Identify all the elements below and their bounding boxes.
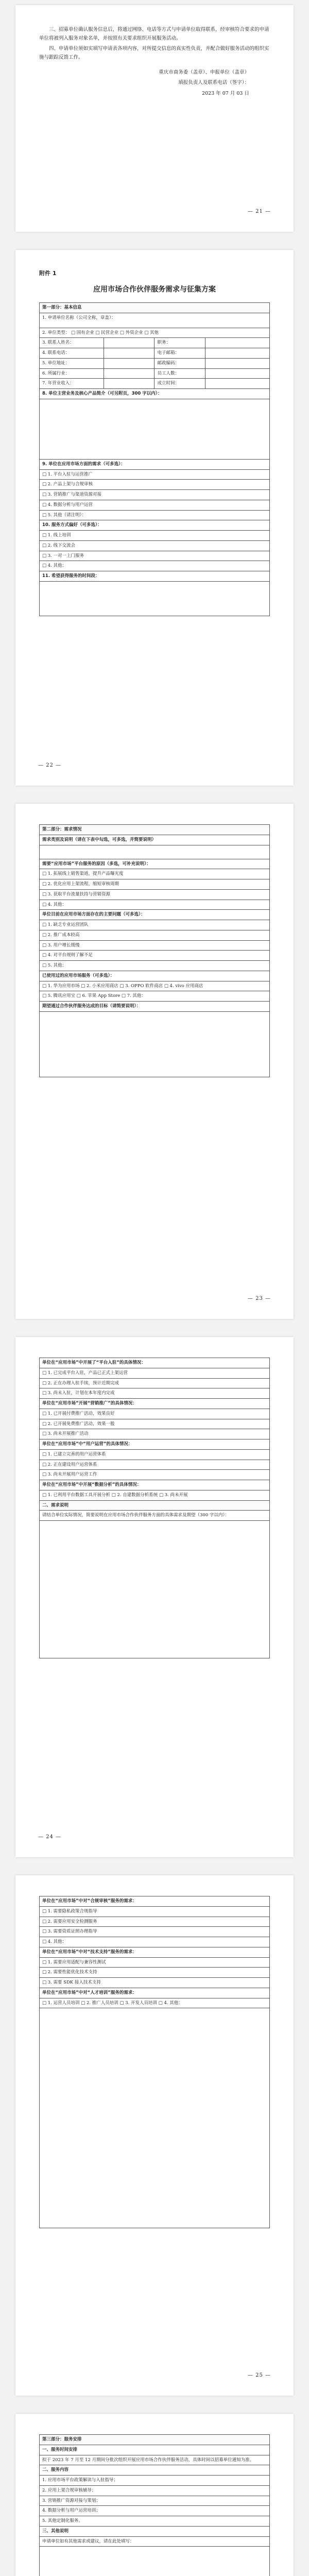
- question-label: 期望通过合作伙伴服务达成的目标（请简要说明）：: [40, 1002, 270, 1012]
- row-value[interactable]: [104, 358, 154, 368]
- checkbox-option[interactable]: □ 2. 优化应用上架流程，缩短审核周期: [40, 879, 270, 890]
- document-page-6: [15, 2414, 294, 2576]
- sign-date: 2023 年 07 月 03 日: [202, 91, 249, 97]
- checkbox-option[interactable]: □ 1. 运营人员培训 □ 2. 推广人员培训 □ 3. 开发人员培训 □ 4. 其他：: [40, 1998, 270, 2008]
- row-label: 5. 单位地址：: [40, 358, 104, 368]
- question-label: 需求类别及说明（请在下表中勾选，可多选，并简要说明）: [40, 835, 270, 845]
- checkbox-option[interactable]: □ 4. 其他：: [40, 900, 270, 910]
- table-row: [40, 358, 270, 368]
- subsection-text: 申请单位如有其他需求或建议，请在此处填写：: [40, 2536, 270, 2547]
- row-label: 员工人数：: [154, 368, 205, 379]
- question-label: 需要“应用市场”平台服务的原因（多选，可补充说明）：: [40, 859, 270, 869]
- business-intro-field[interactable]: [40, 399, 270, 459]
- checkbox-option[interactable]: □ 2. 产品上架与合规审核: [40, 480, 270, 490]
- list-item: 2. 应用上架合规审核辅导；: [40, 2485, 270, 2496]
- document-page-4: [15, 1337, 294, 1857]
- question-label: 单位在“应用市场”中开展了“平台入驻”的具体情况：: [40, 1358, 270, 1368]
- service-arrangement-form: [39, 2434, 270, 2576]
- question-label: 单位在“应用市场”开展“营销推广”的具体情况：: [40, 1399, 270, 1409]
- question-label: 8. 单位主营业务及核心产品简介（可另附页，300 字以内）：: [40, 389, 270, 399]
- question-label: 单位在“应用市场”中开展“数据分析”的具体情况：: [40, 1480, 270, 1490]
- checkbox-option[interactable]: □ 5. 其他：: [40, 961, 270, 971]
- row-label: 职务：: [154, 338, 205, 348]
- signature-block: [39, 67, 270, 100]
- list-item: 4. 数据分析与用户运营培训；: [40, 2506, 270, 2516]
- table-row: [40, 368, 270, 379]
- list-item: 5. 其他定制化服务。: [40, 2516, 270, 2527]
- checkbox-option[interactable]: □ 4. 对平台规则了解不足: [40, 951, 270, 961]
- section-heading: 第一部分：基本信息: [40, 302, 270, 313]
- checkbox-option[interactable]: □ 4. 数据分析与用户运营: [40, 500, 270, 510]
- checkbox-option[interactable]: □ 1. 已完成平台入驻，产品已正式上架运营: [40, 1368, 270, 1378]
- checkbox-option[interactable]: □ 3. 一对一上门服务: [40, 551, 270, 561]
- row-label: 4. 联系电话：: [40, 348, 104, 359]
- checkbox-option[interactable]: □ 2. 需要性能优化技术支持: [40, 1968, 270, 1978]
- paragraph: 三、招募单位确认服务信息后，将通过网络、电话等方式与申请单位取得联系，经审核符合要求的申请单位将被列入服务对象名单，并按照有关要求组织开展服务活动。: [39, 27, 269, 41]
- row-value[interactable]: [104, 368, 154, 379]
- row-value[interactable]: [205, 338, 269, 348]
- page-number: — 21 —: [247, 209, 271, 214]
- checkbox-option[interactable]: □ 4. 其他：: [40, 561, 270, 571]
- checkbox-option[interactable]: □ 3. 尚未入驻，计划在本年度内完成: [40, 1388, 270, 1399]
- section-heading: 第二部分：需求情况: [40, 825, 270, 835]
- other-notes-field[interactable]: [40, 2547, 270, 2576]
- question-label: 11. 希望获得服务的时间段：: [40, 571, 270, 582]
- list-item: 1. 应用市场平台政策解读与入驻指导；: [40, 2476, 270, 2486]
- row-value[interactable]: [104, 379, 154, 389]
- answer-field[interactable]: [40, 845, 270, 859]
- checkbox-option[interactable]: □ 2. 需要应用安全检测服务: [40, 1917, 270, 1927]
- checkbox-option[interactable]: □ 5. 其他（请注明）：: [40, 510, 270, 520]
- checkbox-option[interactable]: □ 1. 缺乏专业运营团队: [40, 920, 270, 930]
- section-heading: 第三部分：服务安排: [40, 2435, 270, 2445]
- checkbox-option[interactable]: □ 1. 线上培训: [40, 531, 270, 541]
- checkbox-option[interactable]: □ 3. 营销推广与渠道资源对接: [40, 490, 270, 500]
- notes-field[interactable]: [40, 2008, 270, 2228]
- checkbox-option[interactable]: □ 4. 其他：: [40, 1937, 270, 1947]
- unit-type-options[interactable]: □ 国有企业 □ 民营企业 □ 外资企业 □ 其他: [71, 330, 159, 335]
- row-value[interactable]: [205, 379, 269, 389]
- paragraph: 四、申请单位须如实填写申请表各项内容，对所提交信息的真实性负责，并配合做好服务活动的组织实施与跟踪反馈工作。: [39, 46, 269, 60]
- row-label: 成立时间：: [154, 379, 205, 389]
- requirements-form: [39, 824, 270, 1077]
- goal-field[interactable]: [40, 1011, 270, 1077]
- annex-label: 附件 1: [39, 270, 57, 277]
- checkbox-option[interactable]: □ 3. 需要资质证照办理指导: [40, 1927, 270, 1937]
- checkbox-option[interactable]: □ 3. 尚未开展用户运营工作: [40, 1470, 270, 1480]
- subsection-heading: 三、其他说明: [40, 2526, 270, 2536]
- checkbox-option[interactable]: □ 3. 尚未开展推广活动: [40, 1429, 270, 1439]
- table-row: [40, 379, 270, 389]
- subsection-heading: 二、服务内容: [40, 2465, 270, 2476]
- checkbox-option[interactable]: □ 1. 拓展线上销售渠道，提升产品曝光度: [40, 869, 270, 879]
- row-label: 7. 年营业收入：: [40, 379, 104, 389]
- page-number: — 24 —: [38, 1834, 62, 1840]
- checkbox-option[interactable]: □ 1. 平台入驻与运营推广: [40, 469, 270, 480]
- question-label: 请结合单位实际情况，简要说明在应用市场合作伙伴服务方面的具体需求及期望（300 字以内）：: [40, 1511, 270, 1521]
- list-item: 3. 营销推广资源对接与策划；: [40, 2496, 270, 2506]
- unit-type-label: 2. 单位类型：: [42, 330, 70, 335]
- question-label: 10. 服务方式偏好（可多选）：: [40, 520, 270, 531]
- sign-unit: 重庆市商务委（盖章）、申报单位（盖章）: [159, 69, 249, 75]
- question-label: 单位在“应用市场”中对“人才培训”服务的需求：: [40, 1988, 270, 1998]
- checkbox-option[interactable]: □ 2. 推广成本较高: [40, 930, 270, 940]
- time-preference-field[interactable]: [40, 581, 270, 616]
- row-label: 邮政编码：: [154, 358, 205, 368]
- status-form: [39, 1358, 270, 1658]
- checkbox-option[interactable]: □ 5. 腾讯应用宝 □ 6. 苹果 App Store □ 7. 其他：: [40, 991, 270, 1002]
- checkbox-option[interactable]: □ 1. 需要应用适配与兼容性测试: [40, 1957, 270, 1968]
- checkbox-option[interactable]: □ 1. 华为应用市场 □ 2. 小米应用商店 □ 3. OPPO 软件商店 □ 4. vivo 应用商店: [40, 981, 270, 991]
- row-value[interactable]: [205, 348, 269, 359]
- document-page-1: [15, 5, 294, 232]
- checkbox-option[interactable]: □ 1. 已建立完善的用户运营体系: [40, 1449, 270, 1460]
- unit-name-field[interactable]: 1. 申请单位名称（公司全称，章盖）：: [40, 313, 270, 328]
- checkbox-option[interactable]: □ 2. 线下交流会: [40, 540, 270, 551]
- question-label: 单位在“应用市场”中对“技术支持”服务的需求：: [40, 1947, 270, 1957]
- question-label: 单位在“应用市场”中对“合规审核”服务的需求：: [40, 1896, 270, 1907]
- question-label: 已使用过的应用市场服务（可多选）：: [40, 971, 270, 981]
- row-value[interactable]: [205, 368, 269, 379]
- application-form: [39, 302, 270, 616]
- table-row: [40, 338, 270, 348]
- checkbox-option[interactable]: □ 2. 已开展免费推广活动，效果一般: [40, 1419, 270, 1429]
- checkbox-option[interactable]: □ 1. 已利用平台数据工具开展分析 □ 2. 自建数据分析系统 □ 3. 尚未开展: [40, 1490, 270, 1500]
- row-label: 3. 联系人姓名：: [40, 338, 104, 348]
- checkbox-option[interactable]: □ 3. 用户增长缓慢: [40, 940, 270, 951]
- checkbox-option[interactable]: □ 3. 获取平台流量扶持与营销资源: [40, 889, 270, 900]
- row-label: 电子邮箱：: [154, 348, 205, 359]
- row-value[interactable]: [104, 348, 154, 359]
- unit-type-field[interactable]: [40, 328, 270, 338]
- checkbox-option[interactable]: □ 2. 正在办理入驻手续，预计近期完成: [40, 1378, 270, 1388]
- subsection-text: 拟于 2023 年 7 月至 12 月期间分批次组织开展应用市场合作伙伴服务活动，具体时间以招募单位通知为准。: [40, 2455, 270, 2465]
- question-label: 9. 单位在应用市场方面的需求（可多选）：: [40, 459, 270, 469]
- section-heading: 二、需求说明: [40, 1500, 270, 1511]
- table-row: [40, 348, 270, 359]
- checkbox-option[interactable]: □ 3. 需要 SDK 接入技术支持: [40, 1978, 270, 1988]
- document-page-3: [15, 804, 294, 1319]
- document-page-5: [15, 1875, 294, 2396]
- page-number: — 25 —: [247, 2372, 271, 2378]
- row-value[interactable]: [104, 338, 154, 348]
- form-title: 应用市场合作伙伴服务需求与征集方案: [93, 285, 216, 294]
- sign-contact: 填报负责人及联系电话（签字）：: [178, 80, 249, 86]
- needs-description-field[interactable]: [40, 1521, 270, 1658]
- checkbox-option[interactable]: □ 2. 正在建设用户运营体系: [40, 1460, 270, 1470]
- subsection-heading: 一、服务时间安排: [40, 2445, 270, 2455]
- question-label: 单位在“应用市场”中“用户运营”的具体情况：: [40, 1439, 270, 1450]
- service-needs-form: [39, 1896, 270, 2228]
- row-value[interactable]: [205, 358, 269, 368]
- page-number: — 23 —: [247, 1296, 271, 1301]
- row-label: 6. 所属行业：: [40, 368, 104, 379]
- checkbox-option[interactable]: □ 1. 已开展付费推广活动，效果良好: [40, 1409, 270, 1419]
- page-number: — 22 —: [38, 762, 62, 768]
- question-label: 单位目前在应用市场方面存在的主要问题（可多选）：: [40, 910, 270, 920]
- checkbox-option[interactable]: □ 1. 需要隐私政策合规指导: [40, 1906, 270, 1917]
- document-page-2: [15, 250, 294, 786]
